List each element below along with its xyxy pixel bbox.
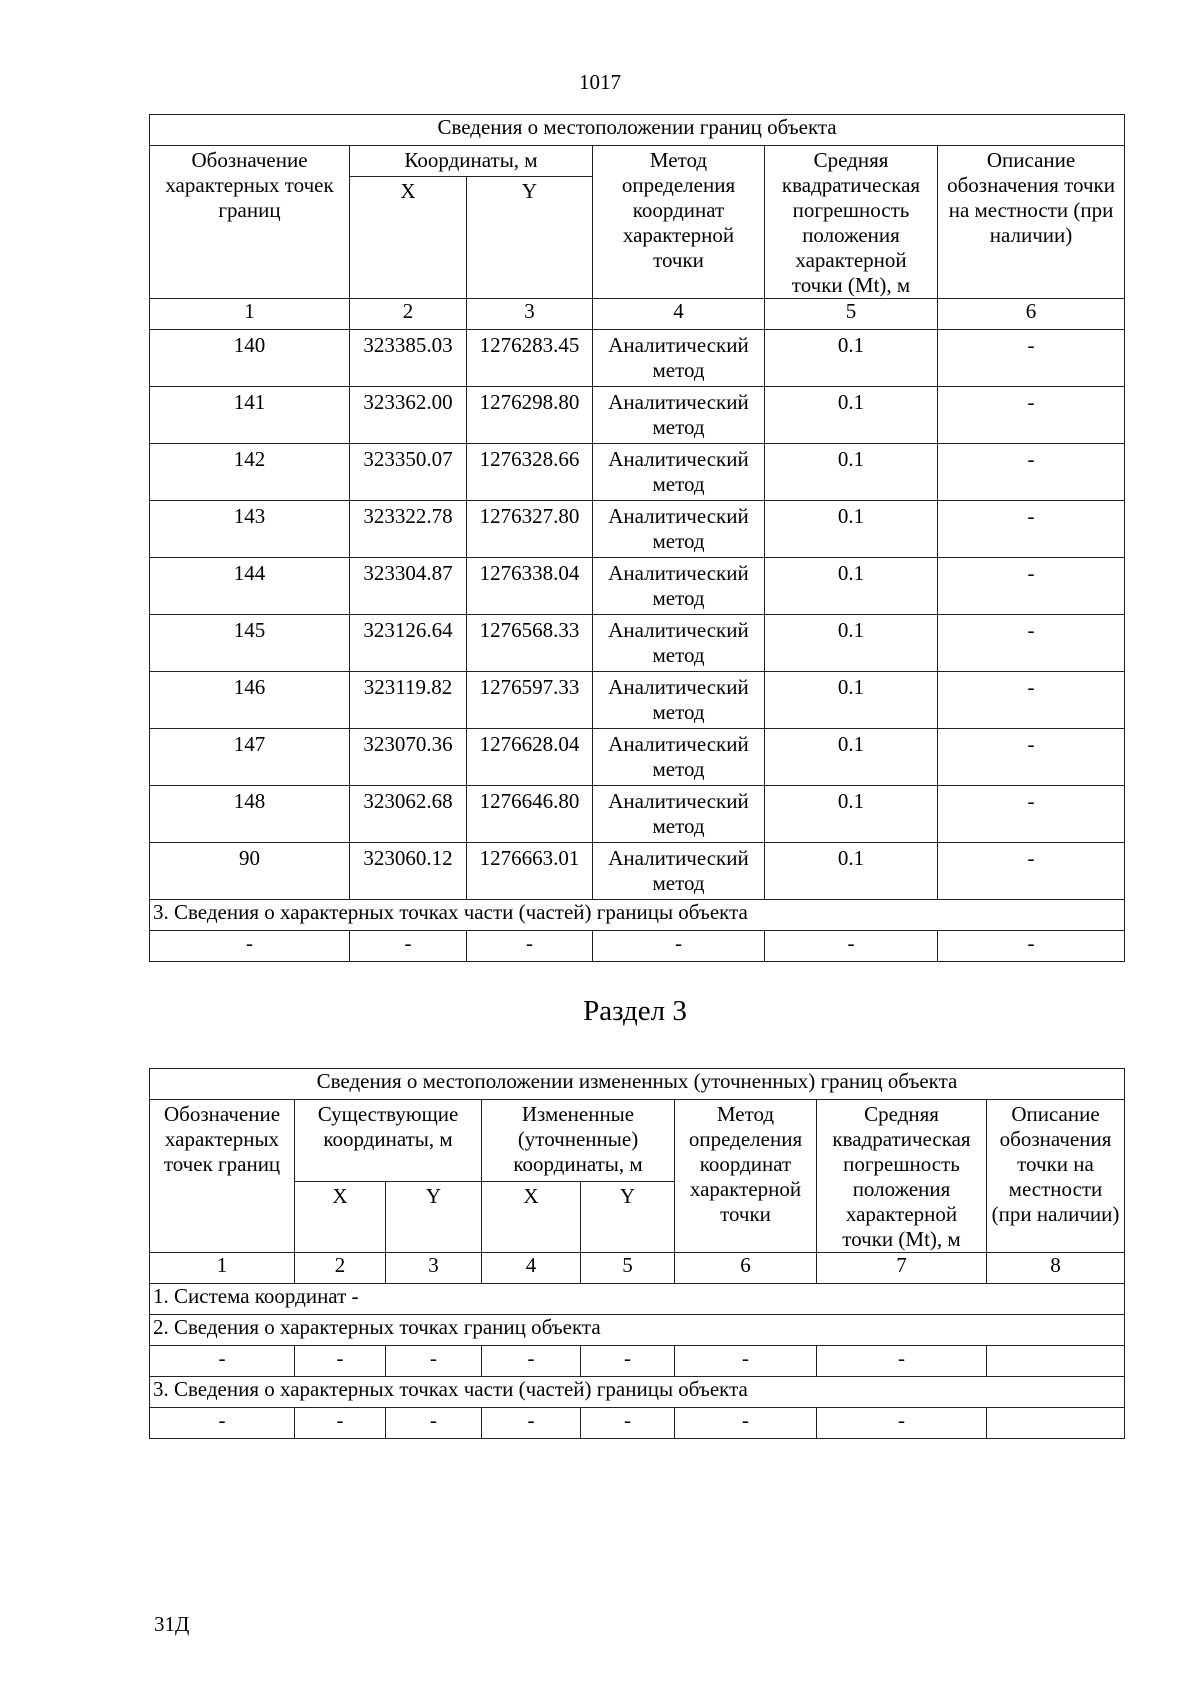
column-number: 3: [467, 299, 593, 330]
header-method: Метод определения координат характерной точки: [675, 1100, 817, 1253]
column-number: 2: [350, 299, 467, 330]
cell-method: Аналитический метод: [593, 615, 765, 672]
cell-description: -: [938, 387, 1125, 444]
table-title: Сведения о местоположении границ объекта: [150, 115, 1125, 146]
section-3-label: 3. Сведения о характерных точках части (частей) границы объекта: [150, 1377, 1125, 1408]
cell-y: 1276646.80: [467, 786, 593, 843]
cell-description: -: [938, 786, 1125, 843]
empty-cell: -: [150, 1408, 295, 1439]
cell-method: Аналитический метод: [593, 843, 765, 900]
cell-point: 144: [150, 558, 350, 615]
header-x: X: [350, 177, 467, 299]
table-row: [150, 387, 1125, 444]
cell-method: Аналитический метод: [593, 672, 765, 729]
header-changed-coordinates: Измененные (уточненные) координаты, м: [482, 1100, 675, 1182]
cell-description: -: [938, 330, 1125, 387]
cell-y: 1276327.80: [467, 501, 593, 558]
header-description: Описание обозначения точки на местности (при наличии): [987, 1100, 1125, 1253]
cell-description: -: [938, 444, 1125, 501]
coordinate-system-label: 1. Система координат -: [150, 1284, 1125, 1315]
empty-cell: -: [817, 1346, 987, 1377]
header-error: Средняя квадратическая погрешность положения характерной точки (Mt), м: [817, 1100, 987, 1253]
header-coordinates: Координаты, м: [350, 146, 593, 177]
cell-y: 1276283.45: [467, 330, 593, 387]
cell-description: -: [938, 558, 1125, 615]
cell-y: 1276328.66: [467, 444, 593, 501]
empty-cell: -: [675, 1346, 817, 1377]
empty-cell: -: [482, 1408, 581, 1439]
empty-cell: -: [150, 1346, 295, 1377]
cell-y: 1276597.33: [467, 672, 593, 729]
empty-cell: -: [350, 931, 467, 962]
table-title: Сведения о местоположении измененных (уточненных) границ объекта: [150, 1069, 1125, 1100]
cell-error: 0.1: [765, 444, 938, 501]
table-row: [150, 931, 1125, 962]
cell-x: 323060.12: [350, 843, 467, 900]
cell-error: 0.1: [765, 786, 938, 843]
cell-description: -: [938, 672, 1125, 729]
cell-error: 0.1: [765, 843, 938, 900]
empty-cell: -: [386, 1408, 482, 1439]
empty-cell: -: [150, 931, 350, 962]
cell-description: -: [938, 843, 1125, 900]
cell-description: -: [938, 501, 1125, 558]
cell-error: 0.1: [765, 615, 938, 672]
empty-cell: -: [295, 1346, 386, 1377]
cell-method: Аналитический метод: [593, 501, 765, 558]
column-numbers-row: [150, 1253, 1125, 1284]
cell-point: 141: [150, 387, 350, 444]
cell-error: 0.1: [765, 729, 938, 786]
changed-boundaries-table: [149, 1068, 1125, 1439]
column-numbers-row: [150, 299, 1125, 330]
empty-cell: -: [675, 1408, 817, 1439]
boundary-points-table: [149, 114, 1125, 962]
footer-code: 31Д: [154, 1612, 190, 1636]
header-error: Средняя квадратическая погрешность положения характерной точки (Mt), м: [765, 146, 938, 299]
header-x-existing: X: [295, 1182, 386, 1253]
empty-cell: -: [581, 1346, 675, 1377]
column-number: 5: [581, 1253, 675, 1284]
empty-cell: -: [467, 931, 593, 962]
cell-y: 1276568.33: [467, 615, 593, 672]
column-number: 1: [150, 299, 350, 330]
cell-point: 148: [150, 786, 350, 843]
cell-error: 0.1: [765, 387, 938, 444]
column-number: 4: [482, 1253, 581, 1284]
cell-description: -: [938, 729, 1125, 786]
empty-cell: [987, 1346, 1125, 1377]
empty-cell: -: [295, 1408, 386, 1439]
section-heading: Раздел 3: [583, 995, 687, 1027]
page-number: 1017: [579, 70, 621, 94]
table-row: [150, 786, 1125, 843]
cell-method: Аналитический метод: [593, 558, 765, 615]
header-x-changed: X: [482, 1182, 581, 1253]
cell-x: 323062.68: [350, 786, 467, 843]
section-3-label: 3. Сведения о характерных точках части (частей) границы объекта: [150, 900, 1125, 931]
section-2-label: 2. Сведения о характерных точках границ объекта: [150, 1315, 1125, 1346]
cell-point: 142: [150, 444, 350, 501]
table-row: [150, 558, 1125, 615]
cell-x: 323350.07: [350, 444, 467, 501]
empty-cell: -: [593, 931, 765, 962]
column-number: 8: [987, 1253, 1125, 1284]
cell-method: Аналитический метод: [593, 444, 765, 501]
empty-cell: -: [581, 1408, 675, 1439]
cell-y: 1276298.80: [467, 387, 593, 444]
table-row: [150, 1408, 1125, 1439]
cell-error: 0.1: [765, 672, 938, 729]
empty-cell: -: [817, 1408, 987, 1439]
column-number: 1: [150, 1253, 295, 1284]
table-row: [150, 672, 1125, 729]
cell-point: 90: [150, 843, 350, 900]
header-description: Описание обозначения точки на местности (при наличии): [938, 146, 1125, 299]
cell-error: 0.1: [765, 501, 938, 558]
header-existing-coordinates: Существующие координаты, м: [295, 1100, 482, 1182]
cell-method: Аналитический метод: [593, 330, 765, 387]
cell-x: 323070.36: [350, 729, 467, 786]
cell-point: 143: [150, 501, 350, 558]
cell-x: 323126.64: [350, 615, 467, 672]
table-row: [150, 444, 1125, 501]
header-point-designation: Обозначение характерных точек границ: [150, 1100, 295, 1253]
empty-cell: -: [386, 1346, 482, 1377]
empty-cell: -: [482, 1346, 581, 1377]
table-row: [150, 501, 1125, 558]
cell-point: 140: [150, 330, 350, 387]
header-point-designation: Обозначение характерных точек границ: [150, 146, 350, 299]
cell-point: 147: [150, 729, 350, 786]
column-number: 5: [765, 299, 938, 330]
cell-point: 146: [150, 672, 350, 729]
header-y-changed: Y: [581, 1182, 675, 1253]
cell-method: Аналитический метод: [593, 786, 765, 843]
table-row: [150, 330, 1125, 387]
column-number: 4: [593, 299, 765, 330]
column-number: 3: [386, 1253, 482, 1284]
cell-point: 145: [150, 615, 350, 672]
header-y-existing: Y: [386, 1182, 482, 1253]
cell-description: -: [938, 615, 1125, 672]
cell-x: 323119.82: [350, 672, 467, 729]
column-number: 7: [817, 1253, 987, 1284]
table-row: [150, 1346, 1125, 1377]
cell-x: 323362.00: [350, 387, 467, 444]
empty-cell: -: [938, 931, 1125, 962]
empty-cell: -: [765, 931, 938, 962]
cell-x: 323385.03: [350, 330, 467, 387]
header-method: Метод определения координат характерной точки: [593, 146, 765, 299]
table-row: [150, 843, 1125, 900]
cell-y: 1276338.04: [467, 558, 593, 615]
cell-error: 0.1: [765, 558, 938, 615]
column-number: 6: [675, 1253, 817, 1284]
cell-y: 1276663.01: [467, 843, 593, 900]
column-number: 6: [938, 299, 1125, 330]
cell-y: 1276628.04: [467, 729, 593, 786]
cell-error: 0.1: [765, 330, 938, 387]
table-row: [150, 729, 1125, 786]
header-y: Y: [467, 177, 593, 299]
empty-cell: [987, 1408, 1125, 1439]
column-number: 2: [295, 1253, 386, 1284]
cell-x: 323322.78: [350, 501, 467, 558]
cell-method: Аналитический метод: [593, 387, 765, 444]
cell-method: Аналитический метод: [593, 729, 765, 786]
cell-x: 323304.87: [350, 558, 467, 615]
table-row: [150, 615, 1125, 672]
